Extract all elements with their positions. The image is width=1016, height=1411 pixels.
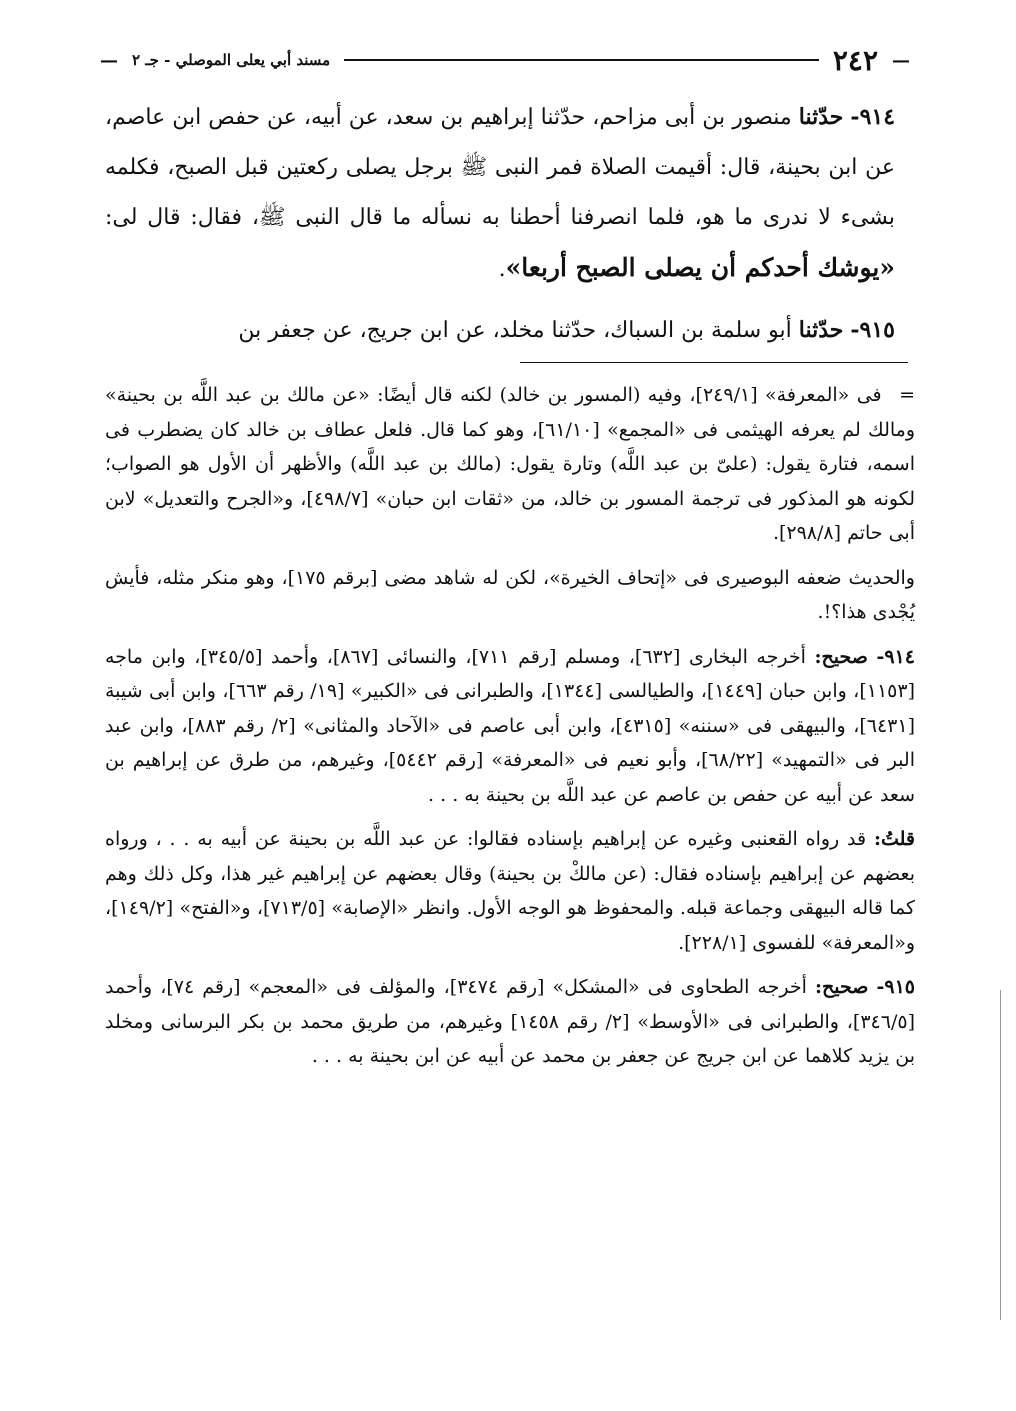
hadith-lead: حدّثنا [798,317,844,343]
header-dash: — [892,49,910,71]
page-number: ٢٤٢ [832,43,878,77]
note-915 [105,970,915,1074]
note-grade: صحيح: [814,645,868,668]
note-text: أخرجه الطحاوى فى «المشكل» [رقم ٣٤٧٤]، والمؤلف فى «المعجم» [رقم ٧٤]، وأحمد [٣٤٦/٥]، والطبرانى فى «الأوسط» [٢/ رقم ١٤٥٨] وغيرهم، من طريق محمد بن بكر البرسانى ومخلد بن يزيد كلاهما عن ابن جريج عن جعفر بن محمد عن أبيه عن ابن بحينة به . . . [105,976,915,1067]
header-rule [344,59,819,61]
note-text: فى «المعرفة» [٢٤٩/١]، وفيه (المسور بن خالد) لكنه قال أيضًا: «عن مالك بن عبد اللَّه بن بحينة» ومالك لم يعرفه الهيثمى فى «المجمع» [٦١/١٠]، وهو كما قال. فلعل عطاف بن خالد كان يضطرب فى اسمه، فتارة يقول: (علىّ بن عبد اللَّه) وتارة يقول: (مالك بن عبد اللَّه) والأظهر أن الأول هو الصواب؛ لكونه هو المذكور فى ترجمة المسور بن خالد، من «ثقات ابن حبان» [٤٩٨/٧]، و«الجرح والتعديل» لابن أبى حاتم [٢٩٨/٨]. [105,384,916,544]
page-header [100,40,910,80]
hadith-number: ٩١٥- [850,317,895,343]
note-914 [105,640,915,813]
footnote-rule [520,362,908,363]
hadith-lead: حدّثنا [798,104,844,130]
note-number: ٩١٤- [876,645,915,668]
note-weak [105,561,915,630]
note-text: أخرجه البخارى [٦٣٢]، ومسلم [رقم ٧١١]، والنسائى [٨٦٧]، وأحمد [٣٤٥/٥]، وابن ماجه [١١٥٣]، وابن حبان [١٤٤٩]، والطيالسى [١٣٤٤]، والطبرانى فى «الكبير» [١٩/ رقم ٦٦٣]، وابن أبى شيبة [٦٤٣١]، والبيهقى فى «سننه» [٤٣١٥]، وابن أبى عاصم فى «الآحاد والمثانى» [٢/ رقم ٨٨٣]، وابن عبد البر فى «التمهيد» [٦٨/٢٢]، وأبو نعيم فى «المعرفة» [رقم ٥٤٤٢]، وغيرهم، من طرق عن إبراهيم بن سعد عن أبيه عن حفص بن عاصم عن عبد اللَّه بن بحينة به . . . [105,645,916,806]
note-label: قلتُ: [873,828,915,850]
note-grade: صحيح: [815,976,869,998]
note-number: ٩١٥- [876,976,916,998]
hadith-915 [105,305,895,356]
hadith-text: منصور بن أبى مزاحم، حدّثنا إبراهيم بن سعد، عن أبيه، عن حفص ابن عاصم، عن ابن بحينة، قال: أقيمت الصلاة فمر النبى ﷺ برجل يصلى ركعتين قبل الصبح، فكلمه بشىء لا ندرى ما هو، فلما انصرفنا أحطنا به نسأله ما قال النبى ﷺ، فقال: قال لى: [105,105,895,230]
running-title: مسند أبي يعلى الموصلي - جـ ٢ [132,51,331,69]
footnotes [105,378,915,1084]
hadith-914 [105,92,895,295]
note-text: قد رواه القعنبى وغيره عن إبراهيم بإسناده فقالوا: عن عبد اللَّه بن بحينة عن أبيه به . . ، ورواه بعضهم عن إبراهيم بإسناده فقال: (عن مالكْ بن بحينة) وقال بعضهم عن إبراهيم غير هذا، وكل ذلك وهم كما قاله البيهقى وجماعة قبله. والمحفوظ هو الوجه الأول. وانظر «الإصابة» [٧١٣/٥]، و«الفتح» [١٤٩/٢]، و«المعرفة» للفسوى [٢٢٨/١]. [105,828,916,954]
hadith-number: ٩١٤- [850,104,896,130]
note-qult [105,822,915,960]
hadith-end: . [498,257,506,282]
header-dash-end: — [100,49,118,71]
note-continuation [105,378,915,551]
hadith-quote: «يوشك أحدكم أن يصلى الصبح أربعا» [505,253,895,282]
scan-margin-line [1000,990,1001,1320]
continuation-mark: = [899,384,915,406]
note-text: والحديث ضعفه البوصيرى فى «إتحاف الخيرة»، لكن له شاهد مضى [برقم ١٧٥]، وهو منكر مثله، فأيش يُجْدى هذا؟!. [105,566,915,623]
hadith-text: أبو سلمة بن السباك، حدّثنا مخلد، عن ابن جريج، عن جعفر بن [238,318,792,343]
main-text [105,92,895,366]
